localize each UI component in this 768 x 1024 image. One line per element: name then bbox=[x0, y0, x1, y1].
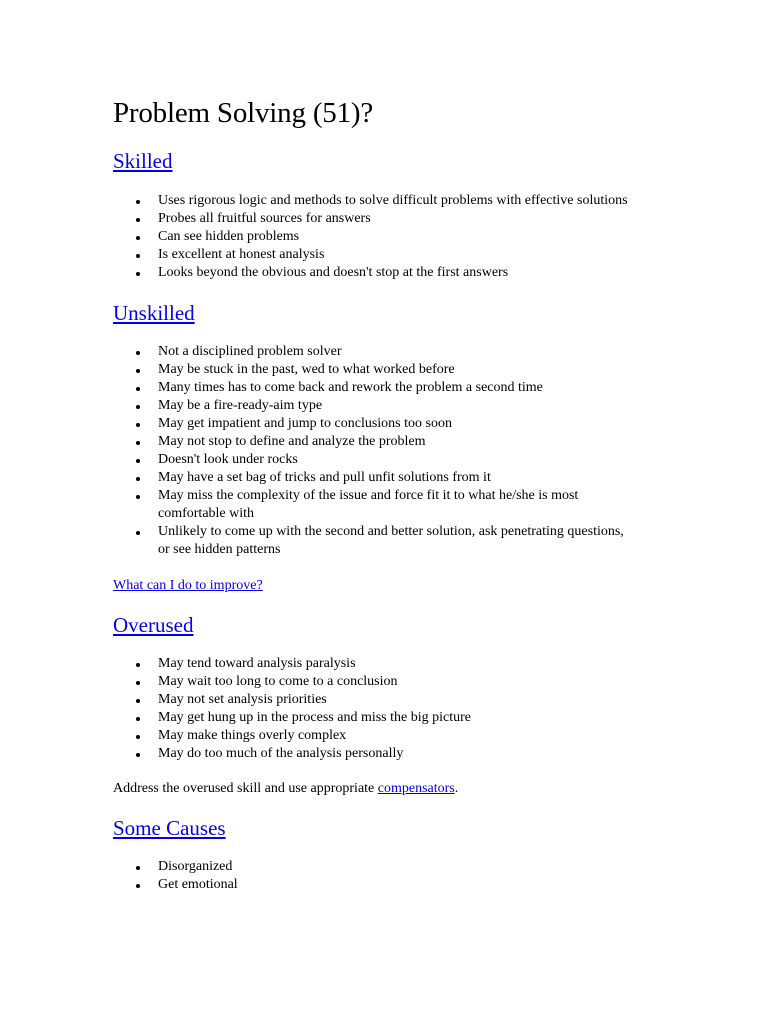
page-title: Problem Solving (51)? bbox=[113, 97, 374, 129]
list-item: May tend toward analysis paralysis bbox=[158, 655, 633, 673]
list-item: Unlikely to come up with the second and better solution, ask penetrating questions, or see hidden patterns bbox=[158, 523, 633, 559]
improve-link[interactable]: What can I do to improve? bbox=[113, 578, 263, 593]
document-page bbox=[113, 96, 633, 894]
section-heading-causes bbox=[113, 815, 633, 841]
list-item: May get hung up in the process and miss the big picture bbox=[158, 709, 633, 727]
list-item: May have a set bag of tricks and pull unfit solutions from it bbox=[158, 469, 633, 487]
section-heading-skilled bbox=[113, 148, 633, 174]
overused-list bbox=[113, 655, 633, 763]
list-item: May not set analysis priorities bbox=[158, 691, 633, 709]
overused-heading-link[interactable]: Overused bbox=[113, 613, 194, 637]
list-item: May make things overly complex bbox=[158, 727, 633, 745]
list-item: Looks beyond the obvious and doesn't stop at the first answers bbox=[158, 264, 633, 282]
list-item: Disorganized bbox=[158, 858, 633, 876]
address-period: . bbox=[454, 781, 459, 796]
list-item: Uses rigorous logic and methods to solve difficult problems with effective solutions bbox=[158, 192, 633, 210]
list-item: May be stuck in the past, wed to what worked before bbox=[158, 361, 633, 379]
list-item: Probes all fruitful sources for answers bbox=[158, 210, 633, 228]
list-item: May miss the complexity of the issue and force fit it to what he/she is most comfortable with bbox=[158, 487, 633, 523]
list-item: May be a fire-ready-aim type bbox=[158, 397, 633, 415]
list-item: May wait too long to come to a conclusion bbox=[158, 673, 633, 691]
section-heading-unskilled bbox=[113, 300, 633, 326]
list-item: Many times has to come back and rework the problem a second time bbox=[158, 379, 633, 397]
list-item: May not stop to define and analyze the problem bbox=[158, 433, 633, 451]
causes-list bbox=[113, 858, 633, 894]
section-heading-overused bbox=[113, 612, 633, 638]
list-item: Doesn't look under rocks bbox=[158, 451, 633, 469]
unskilled-heading-link[interactable]: Unskilled bbox=[113, 301, 195, 325]
skilled-heading-link[interactable]: Skilled bbox=[113, 149, 173, 173]
list-item: Get emotional bbox=[158, 876, 633, 894]
improve-paragraph bbox=[113, 577, 633, 595]
list-item: May get impatient and jump to conclusions too soon bbox=[158, 415, 633, 433]
skilled-list bbox=[113, 192, 633, 282]
list-item: Can see hidden problems bbox=[158, 228, 633, 246]
list-item: Not a disciplined problem solver bbox=[158, 343, 633, 361]
causes-heading-link[interactable]: Some Causes bbox=[113, 816, 226, 840]
unskilled-list bbox=[113, 343, 633, 559]
address-paragraph bbox=[113, 780, 633, 798]
compensators-link[interactable]: compensators bbox=[377, 781, 455, 796]
address-text: Address the overused skill and use appropriate bbox=[113, 781, 378, 796]
list-item: May do too much of the analysis personally bbox=[158, 745, 633, 763]
list-item: Is excellent at honest analysis bbox=[158, 246, 633, 264]
